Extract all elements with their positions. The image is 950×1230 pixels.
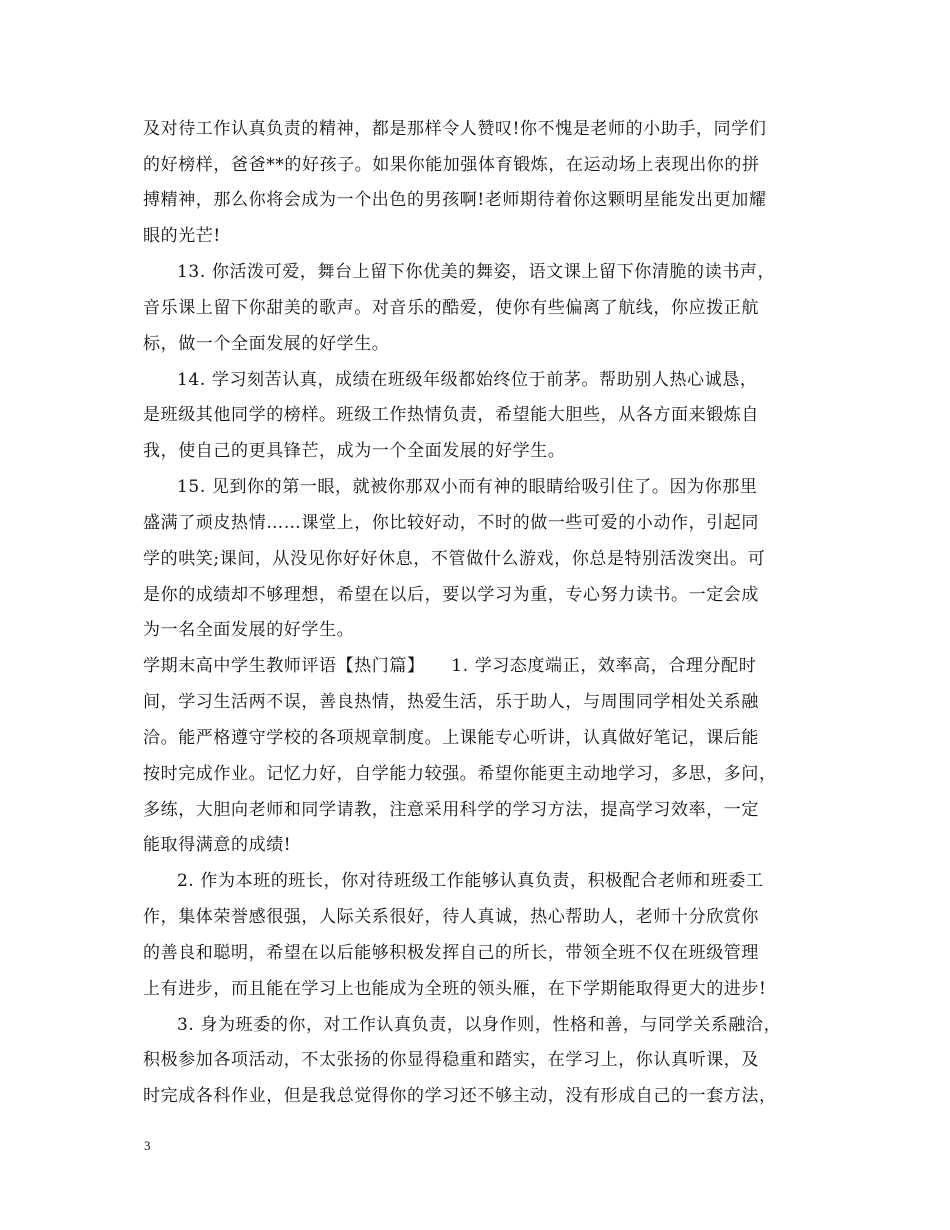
text-line: 15. 见到你的第一眼，就被你那双小而有神的眼睛给吸引住了。因为你那里 xyxy=(177,477,758,497)
text-line: 3. 身为班委的你，对工作认真负责，以身作则，性格和善，与同学关系融洽， xyxy=(177,1015,782,1035)
text-line: 多练，大胆向老师和同学请教，注意采用科学的学习方法，提高学习效率，一定 xyxy=(143,800,759,820)
page-number: 3 xyxy=(144,1138,151,1153)
text-line: 学期末高中学生教师评语【热门篇】 1. 学习态度端正，效率高，合理分配时 xyxy=(143,656,757,676)
text-line: 是你的成绩却不够理想，希望在以后，要以学习为重，专心努力读书。一定会成 xyxy=(143,585,759,605)
text-line: 的好榜样，爸爸**的好孩子。如果你能加强体育锻炼，在运动场上表现出你的拼 xyxy=(143,155,760,175)
text-line: 能取得满意的成绩! xyxy=(143,835,292,855)
text-line: 学的哄笑;课间，从没见你好好休息，不管做什么游戏，你总是特别活泼突出。可 xyxy=(143,549,766,569)
text-line: 标，做一个全面发展的好学生。 xyxy=(143,334,390,354)
text-line: 我，使自己的更具锋芒，成为一个全面发展的好学生。 xyxy=(143,441,566,461)
text-line: 时完成各科作业，但是我总觉得你的学习还不够主动，没有形成自己的一套方法， xyxy=(143,1086,777,1106)
text-line: 为一名全面发展的好学生。 xyxy=(143,620,355,640)
text-line: 眼的光芒! xyxy=(143,226,221,246)
text-line: 13. 你活泼可爱，舞台上留下你优美的舞姿，语文课上留下你清脆的读书声， xyxy=(177,262,776,282)
text-line: 音乐课上留下你甜美的歌声。对音乐的酷爱，使你有些偏离了航线，你应拨正航 xyxy=(143,298,759,318)
text-line: 的善良和聪明，希望在以后能够积极发挥自己的所长，带领全班不仅在班级管理 xyxy=(143,943,759,963)
text-line: 2. 作为本班的班长，你对待班级工作能够认真负责，积极配合老师和班委工 xyxy=(177,871,764,891)
text-line: 及对待工作认真负责的精神，都是那样令人赞叹!你不愧是老师的小助手，同学们 xyxy=(143,119,767,139)
text-line: 洽。能严格遵守学校的各项规章制度。上课能专心听讲，认真做好笔记，课后能 xyxy=(143,728,759,748)
text-line: 14. 学习刻苦认真，成绩在班级年级都始终位于前茅。帮助别人热心诚恳， xyxy=(177,370,758,390)
text-line: 搏精神，那么你将会成为一个出色的男孩啊!老师期待着你这颗明星能发出更加耀 xyxy=(143,190,767,210)
text-line: 积极参加各项活动，不太张扬的你显得稳重和踏实，在学习上，你认真听课，及 xyxy=(143,1050,759,1070)
text-line: 按时完成作业。记忆力好，自学能力较强。希望你能更主动地学习，多思，多问， xyxy=(143,764,777,784)
text-line: 是班级其他同学的榜样。班级工作热情负责，希望能大胆些，从各方面来锻炼自 xyxy=(143,405,759,425)
text-line: 间，学习生活两不误，善良热情，热爱生活，乐于助人，与周围同学相处关系融 xyxy=(143,692,759,712)
text-line: 盛满了顽皮热情……课堂上，你比较好动，不时的做一些可爱的小动作，引起同 xyxy=(143,513,759,533)
text-line: 上有进步，而且能在学习上也能成为全班的领头雁，在下学期能取得更大的进步! xyxy=(143,979,767,999)
text-line: 作，集体荣誉感很强，人际关系很好，待人真诚，热心帮助人，老师十分欣赏你 xyxy=(143,907,759,927)
